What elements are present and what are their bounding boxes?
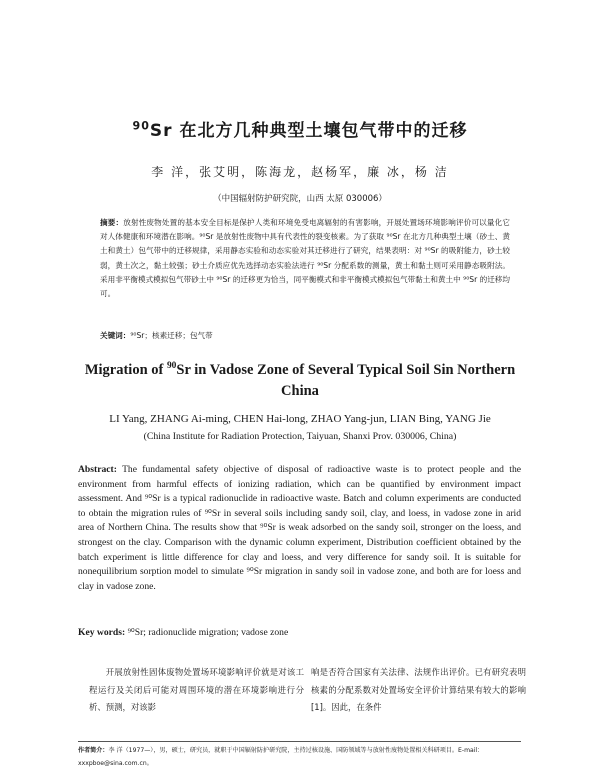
chinese-title	[0, 116, 600, 141]
chinese-affiliation: （中国辐射防护研究院，山西 太原 030006）	[213, 194, 387, 204]
english-title-part-a: Migration of	[84, 362, 167, 378]
author-footnote	[78, 745, 523, 770]
chinese-keywords-label: 关键词：	[100, 331, 131, 340]
english-keywords	[78, 627, 521, 638]
english-authors: LI Yang, ZHANG Ai-ming, CHEN Hai-long, ZHAO Yang-jun, LIAN Bing, YANG Jie	[109, 413, 491, 425]
body-left-column: 开展放射性固体废物处置场环境影响评价就是对该工程运行及关闭后可能对周围环境的潜在环境影响进行分析、预测，对该影	[89, 667, 304, 713]
chinese-abstract-label: 摘要：	[100, 218, 124, 227]
footnote-label: 作者简介：	[78, 747, 109, 754]
english-keywords-label: Key words:	[78, 627, 126, 638]
english-title-part-b: Sr in Vadose Zone of Several Typical Soil Sin Northern China	[176, 362, 516, 399]
chinese-abstract	[100, 216, 510, 301]
chinese-keywords	[100, 330, 510, 341]
chinese-keywords-text: ⁹⁰Sr；核素迁移；包气带	[130, 331, 213, 340]
footnote-divider	[78, 741, 521, 742]
english-abstract-text: The fundamental safety objective of disposal of radioactive waste is to protect people and the environment from harmful effects of ionizing radiation, which can be quantified by environment impact assessment. And ⁹⁰Sr is a typical radionuclide in radioactive waste. Batch and column experiments are conducted to obtain the migration rules of ⁹⁰Sr in several soils including sandy soil, clay, and loess, in vadose zone in arid area of Northern China. The results show that ⁹⁰Sr is weak adsorbed on the sandy soil, stronger on the loess, and strongest on the clay. Comparison with the dynamic column experiment, Distribution coefficient obtained by the batch experiment is little difference for clay and loess, and very difference for sandy soil. It is suitable for nonequilibrium sorption model to simulate ⁹⁰Sr migration in sandy soil in vadose zone, and both are for loess and clay in vadose zone.	[78, 464, 521, 592]
chinese-title-text: Sr 在北方几种典型土壤包气带中的迁移	[149, 121, 468, 141]
chinese-authors: 李 洋，张艾明，陈海龙，赵杨军，廉 冰，杨 洁	[151, 165, 449, 179]
english-title	[70, 360, 530, 402]
chinese-abstract-text: 放射性废物处置的基本安全目标是保护人类和环境免受电离辐射的有害影响，开展处置场环境影响评价可以量化它对人体健康和环境潜在影响。⁹⁰Sr 是放射性废物中具有代表性的裂变核素。为了获取 ⁹⁰Sr 在北方几种典型土壤（砂土、黄土和黄土）包气带中的迁移规律，采用静态实验和动态实验对其迁移进行了研究，结果表明：对 ⁹⁰Sr 的吸附能力，砂土较弱，黄土次之，黏土较强；砂土介质应优先选择动态实验法进行 ⁹⁰Sr 分配系数的测量，黄土和黏土则可采用静态吸附法。采用非平衡模式模拟包气带砂土中 ⁹⁰Sr 的迁移更为恰当，同平衡模式和非平衡模式模拟包气带黏土和黄土中 ⁹⁰Sr 的迁移均可。	[100, 218, 510, 299]
english-abstract	[78, 463, 521, 594]
footnote-text: 李 洋（1977—），男，硕士，研究员，就职于中国辐射防护研究院，主持过核设施、国防领域等与放射性废物处置相关科研项目。E-mail：xxxpboe@sina.com.cn。	[78, 747, 484, 767]
english-keywords-text: ⁹⁰Sr; radionuclide migration; vadose zone	[127, 627, 289, 638]
body-right-column: 响是否符合国家有关法律、法规作出评价。已有研究表明核素的分配系数对处置场安全评价计算结果有较大的影响[1]。因此，在条件	[311, 667, 526, 713]
english-affiliation: (China Institute for Radiation Protection, Taiyuan, Shanxi Prov. 030006, China)	[143, 431, 457, 442]
title-isotope-superscript: 90	[132, 119, 150, 133]
english-abstract-label: Abstract:	[78, 464, 117, 475]
english-title-superscript: 90	[166, 361, 177, 372]
